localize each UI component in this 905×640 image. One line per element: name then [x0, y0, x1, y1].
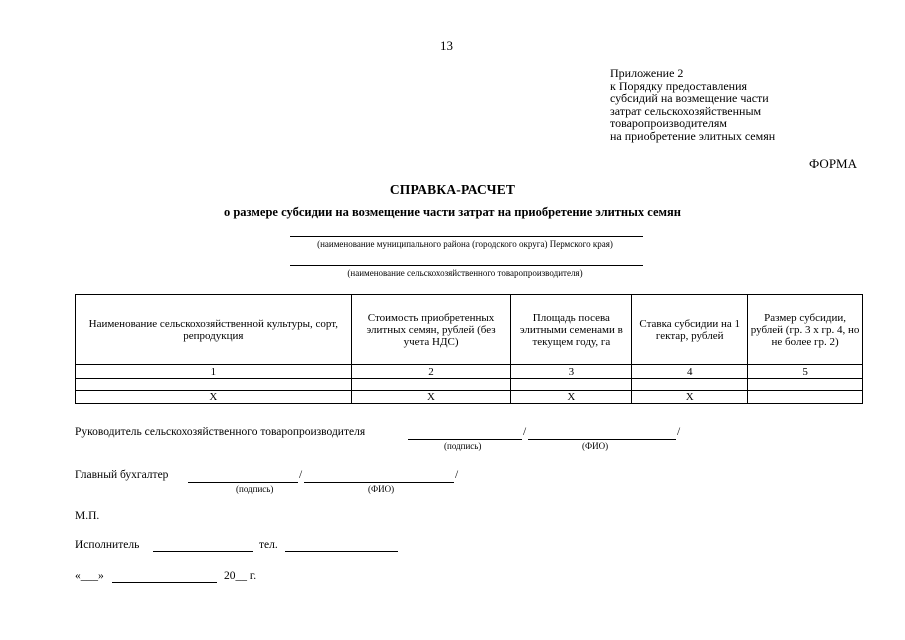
accountant-label: Главный бухгалтер: [75, 469, 169, 481]
table-cell: Х: [351, 391, 511, 404]
executor-label: Исполнитель: [75, 539, 140, 551]
date-month-line: [112, 582, 217, 583]
appendix-line: на приобретение элитных семян: [610, 128, 776, 143]
appendix-line: товаропроизводителям: [610, 116, 727, 130]
table-total-row: [76, 391, 863, 404]
table-header-row: [76, 295, 863, 365]
table-cell: Х: [632, 391, 748, 404]
header-cell: Стоимость приобретенных элитных семян, рублей (без учета НДС): [351, 295, 511, 365]
document-title: СПРАВКА-РАСЧЕТ: [389, 182, 516, 197]
head-fio-line: [528, 439, 676, 440]
date-year: 20__ г.: [224, 570, 257, 582]
podpis-caption: (подпись): [236, 484, 274, 494]
slash: /: [523, 426, 527, 438]
document-subtitle: о размере субсидии на возмещение части затрат на приобретение элитных семян: [223, 205, 681, 219]
executor-line: [153, 551, 253, 552]
district-fill-line: [290, 236, 643, 237]
column-number: 2: [351, 365, 511, 379]
header-cell: Ставка субсидии на 1 гектар, рублей: [632, 295, 748, 365]
appendix-line: Приложение 2: [610, 66, 684, 80]
appendix-line: к Порядку предоставления: [610, 78, 748, 93]
district-caption: (наименование муниципального района (городского округа) Пермского края): [317, 239, 613, 249]
tel-line: [285, 551, 398, 552]
header-cell: Площадь посева элитными семенами в текущем году, га: [511, 295, 632, 365]
appendix-block: [610, 67, 775, 142]
table-cell: [748, 391, 863, 404]
table-row: [76, 379, 863, 391]
date-day: «___»: [75, 570, 104, 582]
column-number: 3: [511, 365, 632, 379]
table-cell: [632, 379, 748, 391]
table-cell: Х: [76, 391, 352, 404]
accountant-fio-line: [304, 482, 454, 483]
tel-label: тел.: [259, 539, 278, 551]
column-number: 1: [76, 365, 352, 379]
appendix-line: субсидий на возмещение части: [610, 91, 769, 105]
head-signature-line: [408, 439, 522, 440]
slash: /: [299, 469, 303, 481]
fio-caption: (ФИО): [368, 484, 395, 494]
table-cell: [748, 379, 863, 391]
column-number-row: [76, 365, 863, 379]
table-cell: [76, 379, 352, 391]
column-number: 5: [748, 365, 863, 379]
column-number: 4: [632, 365, 748, 379]
table-cell: Х: [511, 391, 632, 404]
producer-caption: (наименование сельскохозяйственного товаропроизводителя): [347, 268, 583, 278]
header-cell: Наименование сельскохозяйственной культуры, сорт, репродукция: [76, 295, 352, 365]
accountant-signature-line: [188, 482, 298, 483]
table-cell: [511, 379, 632, 391]
form-label: ФОРМА: [809, 156, 857, 171]
producer-fill-line: [290, 265, 643, 266]
stamp-place: М.П.: [75, 510, 100, 522]
appendix-line: затрат сельскохозяйственным: [610, 103, 762, 118]
header-cell: Размер субсидии, рублей (гр. 3 х гр. 4, но не более гр. 2): [748, 295, 863, 365]
table-cell: [351, 379, 511, 391]
head-label: Руководитель сельскохозяйственного товаропроизводителя: [75, 426, 366, 438]
calculation-table: [75, 294, 863, 404]
podpis-caption: (подпись): [444, 441, 482, 451]
slash: /: [455, 469, 459, 481]
page-number: 13: [440, 38, 453, 53]
slash: /: [677, 426, 681, 438]
fio-caption: (ФИО): [582, 441, 609, 451]
